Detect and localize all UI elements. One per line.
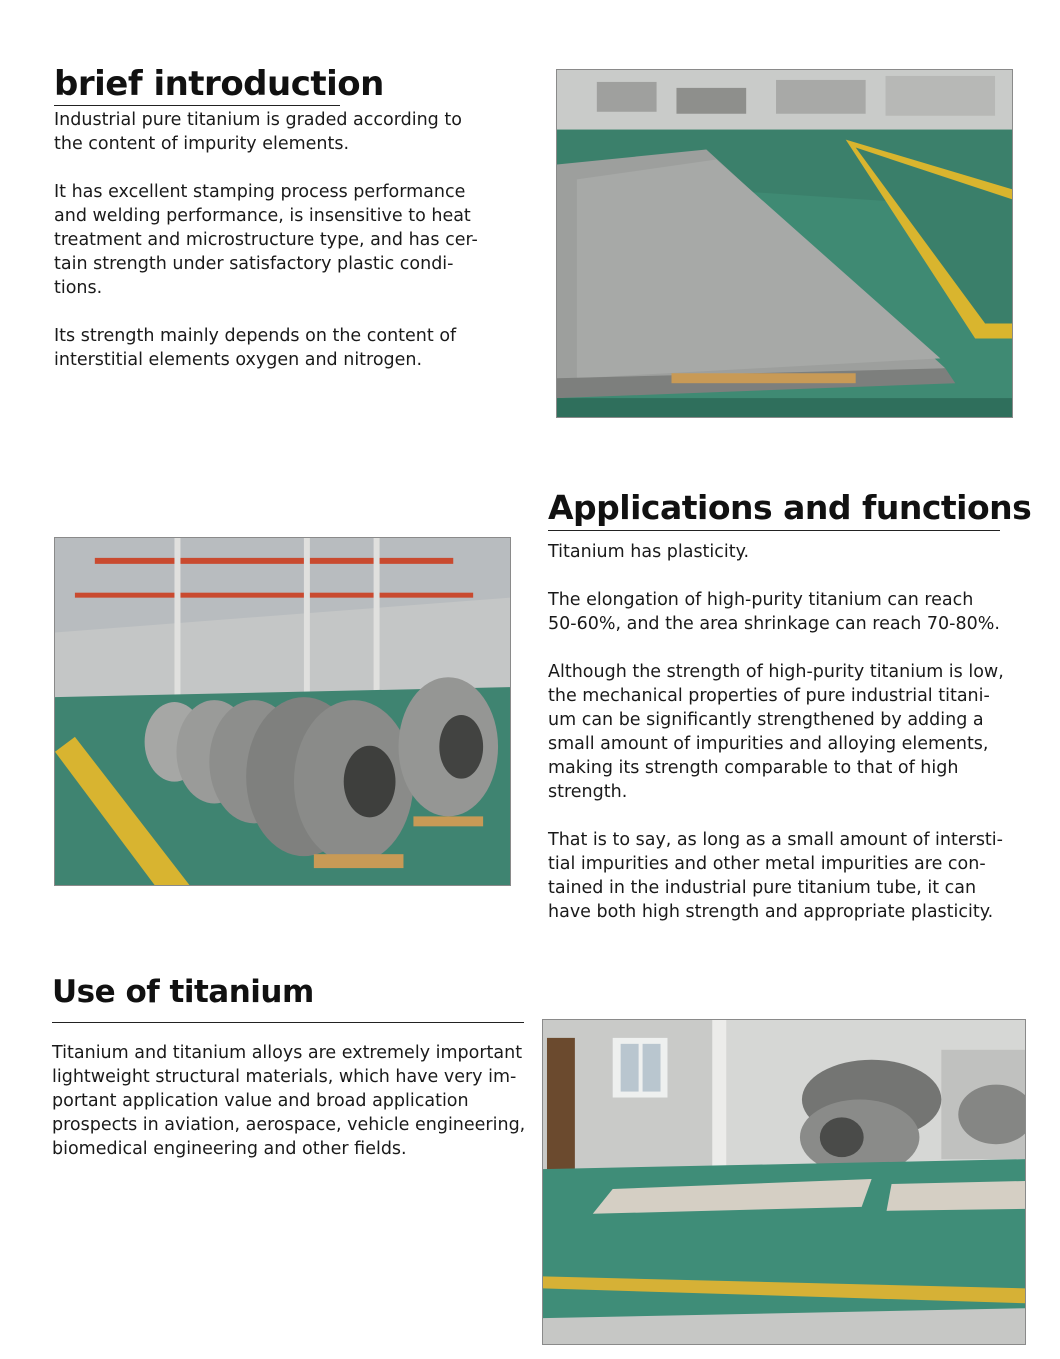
section-title-underline — [54, 105, 340, 106]
titanium-plate-photo — [556, 69, 1013, 418]
use-paragraph-1: Titanium and titanium alloys are extremely important lightweight structural materials, which have very im- portant application value and broad application prospects in aviation, aerospace, vehicle engineering, biomedical engineering and other fields. — [52, 1043, 526, 1159]
intro-paragraph-1: Industrial pure titanium is graded according to the content of impurity elements. — [54, 110, 462, 154]
section-title-underline — [548, 530, 1000, 531]
titanium-coils-warehouse-photo — [54, 537, 511, 886]
section-title-underline — [52, 1022, 524, 1023]
applications-paragraph-3: Although the strength of high-purity titanium is low, the mechanical properties of pure industrial titani- um can be significantly strengthened by adding a small amount of impurities and alloying elements, making its strength comparable to that of high strength. — [548, 662, 1004, 802]
intro-paragraph-2: It has excellent stamping process performance and welding performance, is insensitive to heat treatment and microstructure type, and has cer- tain strength under satisfactory plastic condi- tions. — [54, 182, 478, 298]
intro-paragraph-3: Its strength mainly depends on the content of interstitial elements oxygen and nitrogen. — [54, 326, 457, 370]
applications-paragraph-4: That is to say, as long as a small amount of intersti- tial impurities and other metal impurities are con- tained in the industrial pure titanium tube, it can have both high strength and appropriate plasticity. — [548, 830, 1003, 922]
applications-paragraph-2: The elongation of high-purity titanium can reach 50-60%, and the area shrinkage can reach 70-80%. — [548, 590, 1000, 634]
section-title-applications-and-functions: Applications and functions — [548, 488, 1032, 527]
titanium-storage-floor-photo — [542, 1019, 1026, 1345]
section-title-brief-introduction: brief introduction — [54, 64, 384, 104]
section-title-use-of-titanium: Use of titanium — [52, 974, 314, 1010]
applications-paragraph-1: Titanium has plasticity. — [548, 542, 750, 562]
